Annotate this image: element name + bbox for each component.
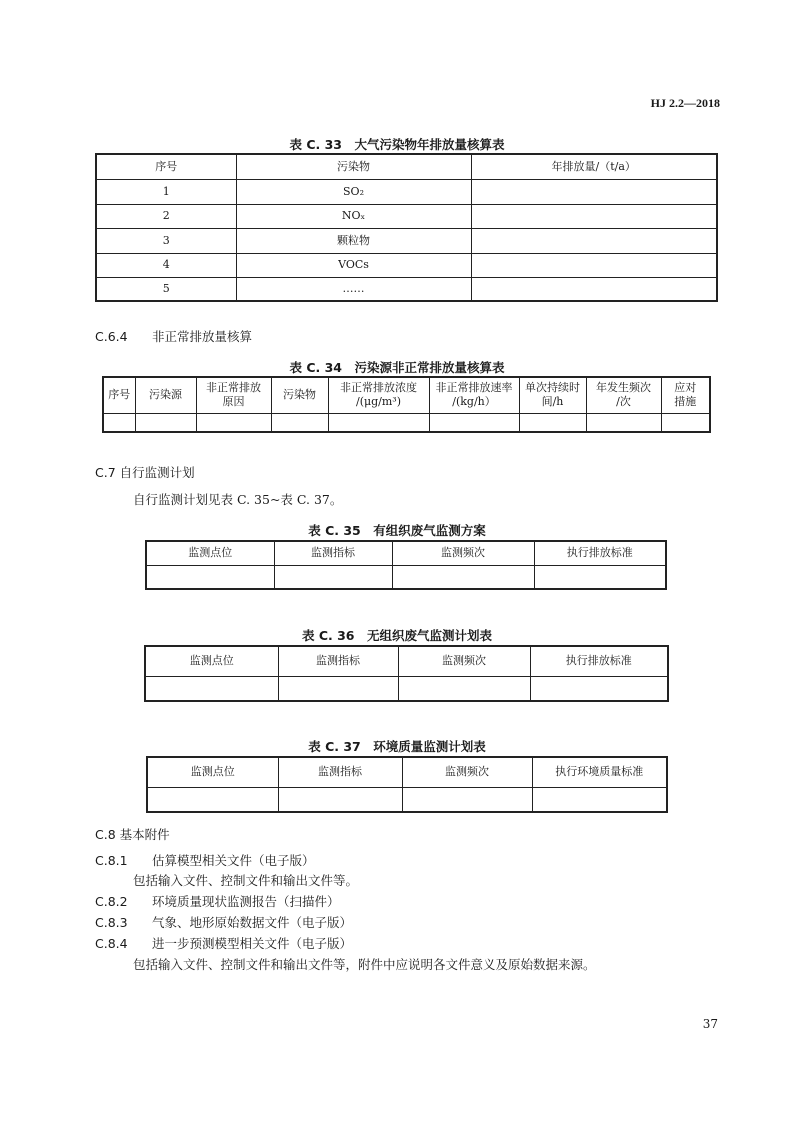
c35-header-frequency: 监测频次 xyxy=(392,541,534,565)
table-c34 xyxy=(102,376,711,433)
table-cell xyxy=(402,787,532,812)
c34-header-measures: 应对 措施 xyxy=(661,377,710,413)
section-c84-note: 包括输入文件、控制文件和输出文件等，附件中应说明各文件意义及原始数据来源。 xyxy=(133,957,596,972)
table-c37 xyxy=(146,756,668,813)
table-cell: 颗粒物 xyxy=(236,228,471,253)
table-cell: 4 xyxy=(96,253,236,277)
section-title: 气象、地形原始数据文件（电子版） xyxy=(152,915,353,930)
c37-header-frequency: 监测频次 xyxy=(402,757,532,787)
c34-header-concentration: 非正常排放浓度 /(μg/m³) xyxy=(328,377,429,413)
c36-header-standard: 执行排放标准 xyxy=(530,646,668,676)
section-c64 xyxy=(95,327,252,345)
table-cell xyxy=(471,204,717,228)
table-cell: VOCs xyxy=(236,253,471,277)
table-cell xyxy=(328,413,429,432)
section-c84 xyxy=(95,934,352,952)
c33-header-annual: 年排放量/（t/a） xyxy=(471,154,717,179)
table-cell xyxy=(530,676,668,701)
table-cell xyxy=(471,277,717,301)
c34-header-frequency: 年发生频次 /次 xyxy=(586,377,661,413)
section-number: C.8.3 xyxy=(95,915,128,930)
section-c82 xyxy=(95,892,340,910)
c36-header-indicator: 监测指标 xyxy=(278,646,398,676)
section-c7-heading: C.7 自行监测计划 xyxy=(95,465,195,480)
table-cell: 5 xyxy=(96,277,236,301)
c34-header-rate: 非正常排放速率 /(kg/h） xyxy=(429,377,519,413)
section-c7-paragraph: 自行监测计划见表 C. 35~表 C. 37。 xyxy=(133,492,343,507)
table-cell xyxy=(661,413,710,432)
table-cell xyxy=(271,413,328,432)
table-cell xyxy=(278,676,398,701)
table-cell: NOₓ xyxy=(236,204,471,228)
c34-header-no: 序号 xyxy=(103,377,135,413)
section-c81-note: 包括输入文件、控制文件和输出文件等。 xyxy=(133,873,359,888)
table-cell xyxy=(274,565,392,589)
table-c34-title: 表 C. 34 污染源非正常排放量核算表 xyxy=(289,360,505,375)
table-cell xyxy=(135,413,196,432)
standard-code: HJ 2.2—2018 xyxy=(650,96,720,110)
table-c33 xyxy=(95,153,718,302)
table-cell: SO₂ xyxy=(236,179,471,204)
section-title: 进一步预测模型相关文件（电子版） xyxy=(152,936,353,951)
table-cell xyxy=(471,253,717,277)
section-c81 xyxy=(95,851,315,869)
table-cell xyxy=(392,565,534,589)
c34-header-duration: 单次持续时 间/h xyxy=(519,377,586,413)
section-title: 非正常排放量核算 xyxy=(152,329,253,344)
c35-header-standard: 执行排放标准 xyxy=(534,541,666,565)
table-c35 xyxy=(145,540,667,590)
c36-header-frequency: 监测频次 xyxy=(398,646,530,676)
section-number: C.8.2 xyxy=(95,894,128,909)
section-c8-heading: C.8 基本附件 xyxy=(95,827,170,842)
table-cell xyxy=(519,413,586,432)
table-c33-title: 表 C. 33 大气污染物年排放量核算表 xyxy=(289,137,505,152)
c34-header-pollutant: 污染物 xyxy=(271,377,328,413)
table-cell xyxy=(398,676,530,701)
table-cell xyxy=(278,787,402,812)
c35-header-indicator: 监测指标 xyxy=(274,541,392,565)
table-cell xyxy=(532,787,667,812)
table-cell xyxy=(103,413,135,432)
c33-header-no: 序号 xyxy=(96,154,236,179)
table-cell xyxy=(429,413,519,432)
section-c83 xyxy=(95,913,352,931)
table-cell xyxy=(471,179,717,204)
table-cell: …… xyxy=(236,277,471,301)
c34-header-reason: 非正常排放 原因 xyxy=(196,377,271,413)
table-cell xyxy=(471,228,717,253)
table-cell xyxy=(586,413,661,432)
page-number: 37 xyxy=(702,1017,718,1031)
c37-header-point: 监测点位 xyxy=(147,757,278,787)
table-cell xyxy=(534,565,666,589)
c37-header-standard: 执行环境质量标准 xyxy=(532,757,667,787)
c36-header-point: 监测点位 xyxy=(145,646,278,676)
table-cell xyxy=(146,565,274,589)
table-cell xyxy=(145,676,278,701)
table-c37-title: 表 C. 37 环境质量监测计划表 xyxy=(308,739,486,754)
c34-header-source: 污染源 xyxy=(135,377,196,413)
section-number: C.8.4 xyxy=(95,936,128,951)
c35-header-point: 监测点位 xyxy=(146,541,274,565)
c37-header-indicator: 监测指标 xyxy=(278,757,402,787)
table-c36-title: 表 C. 36 无组织废气监测计划表 xyxy=(301,628,493,643)
c33-header-pollutant: 污染物 xyxy=(236,154,471,179)
section-title: 环境质量现状监测报告（扫描件） xyxy=(152,894,340,909)
table-cell: 2 xyxy=(96,204,236,228)
table-c35-title: 表 C. 35 有组织废气监测方案 xyxy=(308,523,486,538)
table-c36 xyxy=(144,645,669,702)
section-number: C.6.4 xyxy=(95,329,128,344)
table-cell: 1 xyxy=(96,179,236,204)
table-cell xyxy=(196,413,271,432)
table-cell xyxy=(147,787,278,812)
table-cell: 3 xyxy=(96,228,236,253)
section-title: 估算模型相关文件（电子版） xyxy=(152,853,315,868)
section-number: C.8.1 xyxy=(95,853,128,868)
